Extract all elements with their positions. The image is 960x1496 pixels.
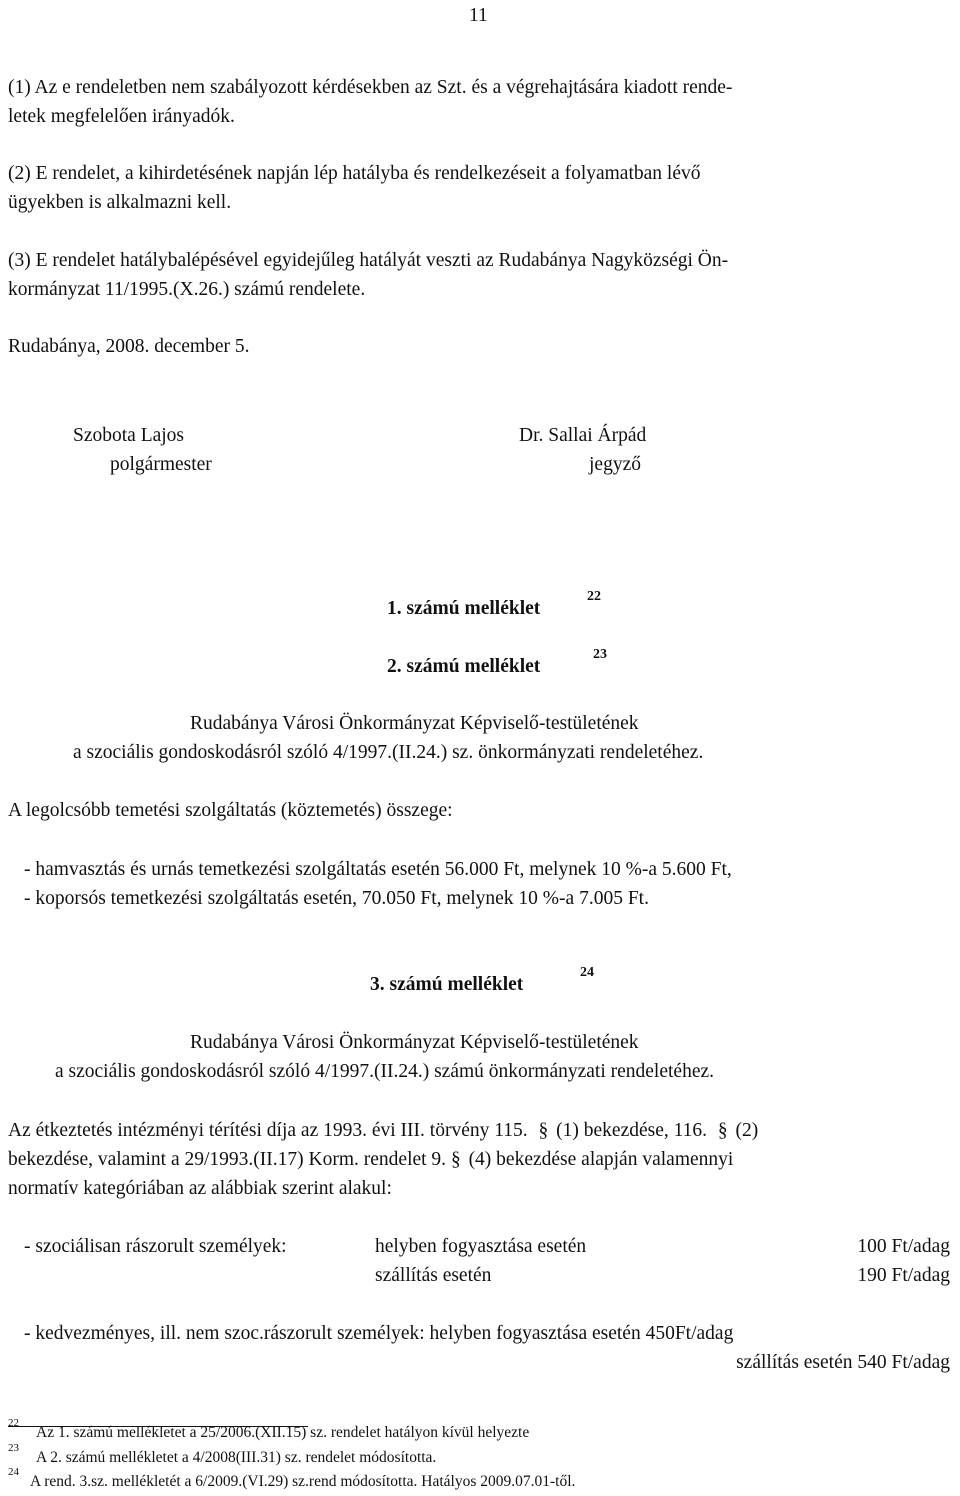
row-1-item: helyben fogyasztása esetén xyxy=(375,1236,587,1257)
row-1-price: 100 Ft/adag xyxy=(857,1236,950,1257)
footnote-text: A 2. számú mellékletet a 4/2008(III.31) sz. rendelet módosította. xyxy=(36,1449,437,1466)
row-4: szállítás esetén 540 Ft/adag xyxy=(736,1352,950,1373)
signatory-name-right: Dr. Sallai Árpád xyxy=(519,425,647,446)
paragraph-3-line-1: (3) E rendelet hatálybalépésével egyidejűleg hatályát veszti az Rudabánya Nagyközségi Ön- xyxy=(8,250,729,271)
section-sign: § xyxy=(538,1120,549,1141)
annex-2-intro: A legolcsóbb temetési szolgáltatás (köztemetés) összege: xyxy=(8,800,453,821)
annex-2-title: 2. számú melléklet xyxy=(387,656,541,677)
intro-text-b: (1) bekezdése, 116. xyxy=(556,1120,708,1141)
annex-2-item-2: - koporsós temetkezési szolgáltatás esetén, 70.050 Ft, melynek 10 %-a 7.005 Ft. xyxy=(24,888,649,909)
signatory-title-right: jegyző xyxy=(589,454,641,475)
section-sign: § xyxy=(717,1120,728,1141)
paragraph-2-line-2: ügyekben is alkalmazni kell. xyxy=(8,192,232,213)
row-2-item: szállítás esetén xyxy=(375,1265,492,1286)
footnote-number: 22 xyxy=(8,1417,19,1429)
footnote-number: 24 xyxy=(8,1466,19,1478)
annex-3-intro-line-1 xyxy=(8,1121,952,1141)
intro-text-e: (4) bekezdése alapján valamennyi xyxy=(468,1149,734,1170)
row-2-price: 190 Ft/adag xyxy=(857,1265,950,1286)
annex-3-subtitle-line-1: Rudabánya Városi Önkormányzat Képviselő-testületének xyxy=(190,1032,639,1053)
page-number: 11 xyxy=(469,5,488,26)
signatory-name-left: Szobota Lajos xyxy=(73,425,185,446)
footnote-text: Az 1. számú mellékletet a 25/2006.(XII.15) sz. rendelet hatályon kívül helyezte xyxy=(36,1424,530,1441)
annex-2-footnote-ref: 23 xyxy=(593,647,607,662)
annex-1-title: 1. számú melléklet xyxy=(387,598,541,619)
annex-3-title: 3. számú melléklet xyxy=(370,974,524,995)
place-date: Rudabánya, 2008. december 5. xyxy=(8,336,250,357)
intro-text-d: bekezdése, valamint a 29/1993.(II.17) Korm. rendelet 9. xyxy=(8,1149,447,1170)
annex-3-intro-line-3: normatív kategóriában az alábbiak szerint alakul: xyxy=(8,1178,392,1199)
intro-text-c: (2) xyxy=(735,1120,759,1141)
paragraph-3-line-2: kormányzat 11/1995.(X.26.) számú rendelete. xyxy=(8,279,366,300)
annex-3-subtitle-line-2: a szociális gondoskodásról szóló 4/1997.(II.24.) számú önkormányzati rendeletéhez. xyxy=(55,1061,715,1082)
intro-text-a: Az étkeztetés intézményi térítési díja az 1993. évi III. törvény 115. xyxy=(8,1120,528,1141)
annex-3-footnote-ref: 24 xyxy=(580,965,594,980)
paragraph-1-line-2: letek megfelelően irányadók. xyxy=(8,106,235,127)
signatory-title-left: polgármester xyxy=(110,454,212,475)
annex-3-intro-line-2 xyxy=(8,1150,733,1170)
annex-2-subtitle-line-1: Rudabánya Városi Önkormányzat Képviselő-testületének xyxy=(190,713,639,734)
paragraph-2-line-1: (2) E rendelet, a kihirdetésének napján lép hatályba és rendelkezéseit a folyamatban lévő xyxy=(8,163,701,184)
footnote-number: 23 xyxy=(8,1442,19,1454)
paragraph-1-line-1: (1) Az e rendeletben nem szabályozott kérdésekben az Szt. és a végrehajtására kiadott rende- xyxy=(8,77,733,98)
footnote-text: A rend. 3.sz. mellékletét a 6/2009.(VI.29) sz.rend módosította. Hatályos 2009.07.01-től. xyxy=(30,1473,576,1490)
annex-2-item-1: - hamvasztás és urnás temetkezési szolgáltatás esetén 56.000 Ft, melynek 10 %-a 5.600 Ft, xyxy=(24,859,732,880)
annex-1-footnote-ref: 22 xyxy=(587,589,601,604)
annex-2-subtitle-line-2: a szociális gondoskodásról szóló 4/1997.(II.24.) sz. önkormányzati rendeletéhez. xyxy=(73,742,704,763)
row-1-label: - szociálisan rászorult személyek: xyxy=(24,1236,287,1257)
row-3: - kedvezményes, ill. nem szoc.rászorult személyek: helyben fogyasztása esetén 450Ft/adag xyxy=(24,1323,734,1344)
section-sign: § xyxy=(450,1149,461,1170)
